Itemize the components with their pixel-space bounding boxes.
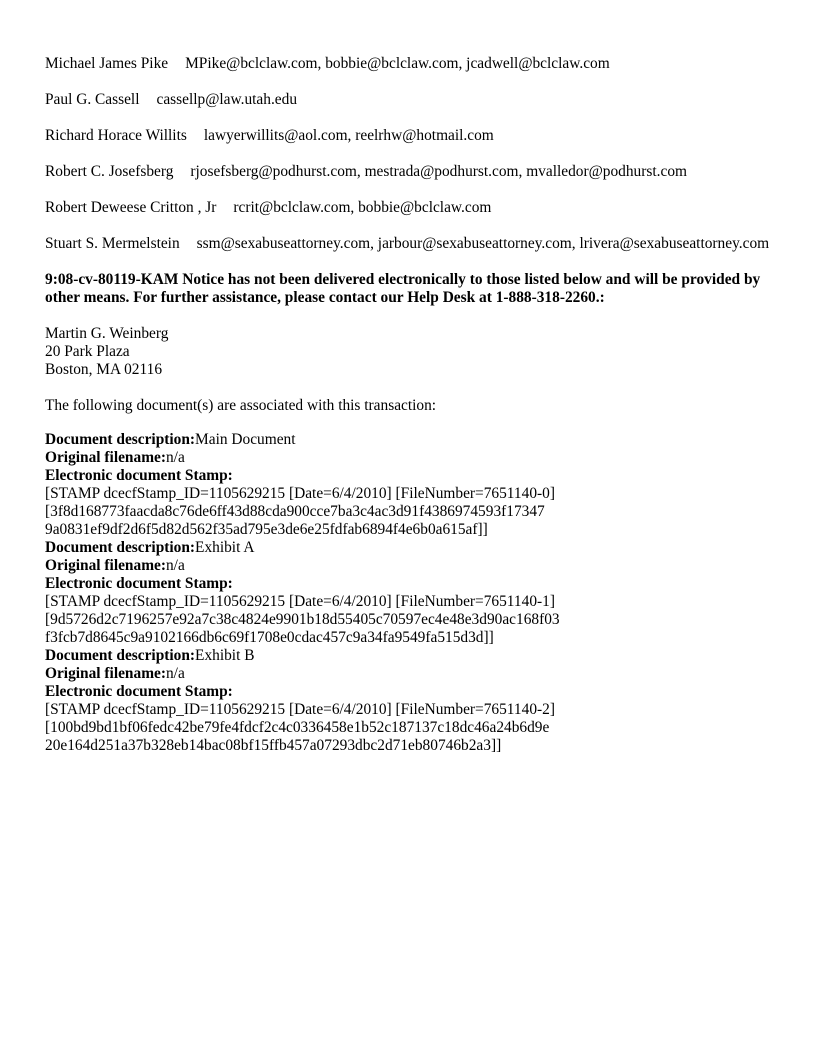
document-description <box>45 539 780 557</box>
filename-value: n/a <box>165 665 185 682</box>
stamp-line: 9a0831ef9df2d6f5d82d562f35ad795e3de6e25fdfab6894f4e6b0a615af]] <box>45 521 488 538</box>
stamp-line: [STAMP dcecfStamp_ID=1105629215 [Date=6/4/2010] [FileNumber=7651140-2] <box>45 701 555 718</box>
delivery-notice: 9:08-cv-80119-KAM Notice has not been delivered electronically to those listed below and will be provided by other means. For further assistance, please contact our Help Desk at 1-888-318-2260.: <box>45 271 761 306</box>
recipient-name: Robert Deweese Critton , Jr <box>45 199 217 216</box>
original-filename <box>45 449 780 467</box>
document-description <box>45 647 780 665</box>
recipient-name: Robert C. Josefsberg <box>45 163 174 180</box>
address-name: Martin G. Weinberg <box>45 325 169 342</box>
document-description <box>45 431 780 449</box>
recipient-entry <box>45 235 780 253</box>
document-page <box>45 55 780 755</box>
filename-label: Original filename: <box>45 557 166 574</box>
recipient-emails[interactable]: MPike@bclclaw.com, bobbie@bclclaw.com, jcadwell@bclclaw.com <box>185 55 610 72</box>
recipient-emails[interactable]: rjosefsberg@podhurst.com, mestrada@podhurst.com, mvalledor@podhurst.com <box>190 163 687 180</box>
description-label: Document description: <box>45 431 196 448</box>
document-list <box>45 431 780 755</box>
stamp-line: [STAMP dcecfStamp_ID=1105629215 [Date=6/4/2010] [FileNumber=7651140-1] <box>45 593 555 610</box>
description-value: Exhibit B <box>195 647 255 664</box>
stamp-line: f3fcb7d8645c9a9102166db6c69f1708e0cdac457c9a34fa9549fa515d3d]] <box>45 629 494 646</box>
stamp-label: Electronic document Stamp: <box>45 683 233 700</box>
recipient-emails[interactable]: rcrit@bclclaw.com, bobbie@bclclaw.com <box>233 199 492 216</box>
recipient-entry <box>45 199 780 217</box>
recipient-emails[interactable]: lawyerwillits@aol.com, reelrhw@hotmail.com <box>203 127 494 144</box>
description-label: Document description: <box>45 647 196 664</box>
recipient-name: Michael James Pike <box>45 55 169 72</box>
stamp-line: [100bd9bd1bf06fedc42be79fe4fdcf2c4c0336458e1b52c187137c18dc46a24b6d9e <box>45 719 550 736</box>
recipient-entry <box>45 91 780 109</box>
filename-value: n/a <box>165 557 185 574</box>
filename-label: Original filename: <box>45 665 166 682</box>
description-label: Document description: <box>45 539 196 556</box>
original-filename <box>45 665 780 683</box>
filename-label: Original filename: <box>45 449 166 466</box>
stamp-line: 20e164d251a37b328eb14bac08bf15ffb457a07293dbc2d71eb80746b2a3]] <box>45 737 502 754</box>
stamp-line: [STAMP dcecfStamp_ID=1105629215 [Date=6/4/2010] [FileNumber=7651140-0] <box>45 485 555 502</box>
recipient-name: Richard Horace Willits <box>45 127 187 144</box>
recipient-entry <box>45 55 780 73</box>
recipient-name: Paul G. Cassell <box>45 91 140 108</box>
address-city: Boston, MA 02116 <box>45 361 163 378</box>
recipient-emails[interactable]: cassellp@law.utah.edu <box>156 91 298 108</box>
stamp-line: [9d5726d2c7196257e92a7c38c4824e9901b18d55405c70597ec4e48e3d90ac168f03 <box>45 611 560 628</box>
stamp-label: Electronic document Stamp: <box>45 467 233 484</box>
description-value: Exhibit A <box>195 539 255 556</box>
recipient-name: Stuart S. Mermelstein <box>45 235 180 252</box>
stamp-label: Electronic document Stamp: <box>45 575 233 592</box>
recipient-emails[interactable]: ssm@sexabuseattorney.com, jarbour@sexabuseattorney.com, lrivera@sexabuseattorney.com <box>196 235 770 252</box>
recipient-entry <box>45 127 780 145</box>
mailing-address <box>45 325 780 379</box>
associated-documents-heading: The following document(s) are associated with this transaction: <box>45 397 437 414</box>
original-filename <box>45 557 780 575</box>
stamp-line: [3f8d168773faacda8c76de6ff43d88cda900cce7ba3c4ac3d91f4386974593f17347 <box>45 503 545 520</box>
description-value: Main Document <box>195 431 296 448</box>
address-street: 20 Park Plaza <box>45 343 130 360</box>
recipient-entry <box>45 163 780 181</box>
filename-value: n/a <box>165 449 185 466</box>
